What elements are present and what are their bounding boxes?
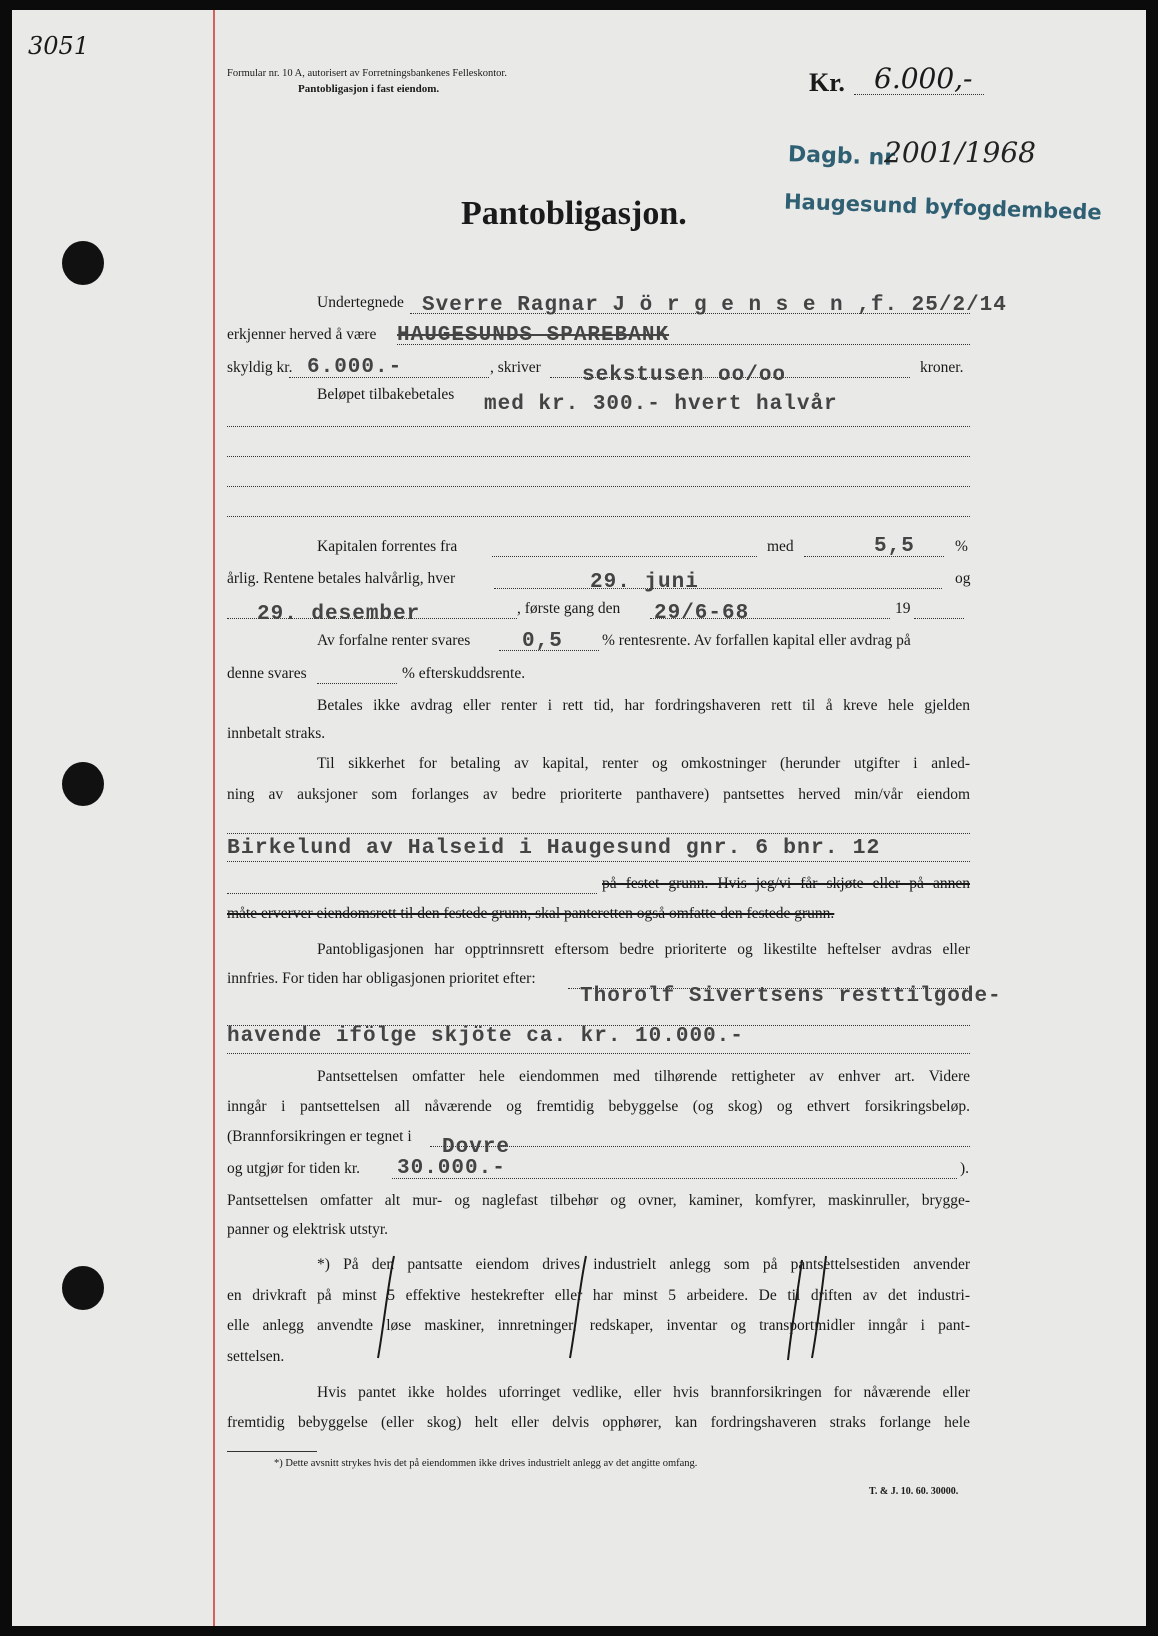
industri-line3: elle anlegg anvendte løse maskiner, innretninger, redskaper, inventar og transportmidler inngår i pant-	[227, 1317, 970, 1334]
betales-line2: innbetalt straks.	[227, 725, 326, 742]
belopet-value: med kr. 300.- hvert halvår	[484, 393, 838, 416]
brann-label: (Brannforsikringen er tegnet i	[227, 1128, 412, 1145]
binder-hole	[62, 762, 104, 806]
forste-gang-label: , første gang den	[517, 600, 621, 617]
second-date-value: 29. desember	[257, 603, 421, 626]
opptrinn-line2: innfries. For tiden har obligasjonen prioritet efter:	[227, 970, 536, 987]
belopet-label: Beløpet tilbakebetales	[317, 386, 455, 403]
property-line1	[227, 833, 970, 834]
kroner-label: kroner.	[920, 359, 964, 376]
amount-label: Kr.	[809, 68, 845, 97]
erkjenner-value: HAUGESUNDS SPAREBANK	[397, 324, 670, 347]
amount-value: 6.000,-	[874, 62, 973, 95]
vedlike-line2: fremtidig bebyggelse (eller skog) helt eller delvis opphører, kan fordringshaveren straks forlange hele	[227, 1414, 970, 1431]
belopet-line2	[227, 456, 970, 457]
kapitalen-line	[492, 556, 757, 557]
first-date-line	[494, 588, 942, 589]
printer-mark: T. & J. 10. 60. 30000.	[869, 1486, 959, 1497]
kapitalen-label: Kapitalen forrentes fra	[317, 538, 458, 555]
form-header-line1: Formular nr. 10 A, autorisert av Forretningsbankenes Felleskontor.	[227, 68, 507, 79]
skyldig-value: 6.000.-	[307, 356, 403, 379]
forste-gang-value: 29/6-68	[654, 602, 750, 625]
document-title: Pantobligasjon.	[461, 195, 687, 232]
utgjor-close: ).	[960, 1160, 970, 1177]
strike-marks	[372, 1254, 832, 1364]
sikkerhet-line1: Til sikkerhet for betaling av kapital, renter og omkostninger (herunder utgifter i anled-	[317, 755, 970, 772]
percent-sign: %	[955, 538, 968, 555]
industri-line2: en drivkraft på minst 5 effektive hestekrefter eller har minst 5 arbeidere. De til driften av det industri-	[227, 1287, 970, 1304]
stamp-dagb-value: 2001/1968	[884, 136, 1036, 169]
industri-line1: *) På den pantsatte eiendom drives industrielt anlegg som på pantsettelsestiden anvender	[317, 1256, 970, 1273]
erkjenner-label: erkjenner herved å være	[227, 326, 377, 343]
margin-rule	[213, 10, 215, 1626]
denne-svares-label: denne svares	[227, 665, 307, 682]
skyldig-label: skyldig kr.	[227, 359, 293, 376]
undertegnede-value: Sverre Ragnar J ö r g e n s e n ,f. 25/2/14	[422, 294, 1007, 317]
rentesrente-label: % rentesrente. Av forfallen kapital eller avdrag på	[602, 632, 911, 649]
utgjor-label: og utgjør for tiden kr.	[227, 1160, 361, 1177]
page-number: 3051	[28, 32, 90, 60]
festet-line2: måte erverver eiendomsrett til den festede grunn, skal panteretten også omfatte den festede grunn.	[227, 905, 835, 922]
efterskudd-line	[317, 683, 397, 684]
betales-line1: Betales ikke avdrag eller renter i rett tid, har fordringshaveren rett til å kreve hele gjelden	[317, 697, 970, 714]
belopet-line3	[227, 486, 970, 487]
strike-mark	[570, 1256, 586, 1358]
first-date-value: 29. juni	[590, 571, 699, 594]
strike-mark	[788, 1260, 802, 1360]
prioritet-value1: Thorolf Sivertsens resttilgode-	[580, 985, 1002, 1008]
brann-line	[430, 1146, 970, 1147]
rate-value: 5,5	[874, 535, 915, 558]
belopet-line4	[227, 516, 970, 517]
arlig-label: årlig. Rentene betales halvårlig, hver	[227, 570, 456, 587]
belopet-line1	[227, 426, 970, 427]
year-label: 19	[895, 600, 911, 617]
rentesrente-value: 0,5	[522, 630, 563, 653]
sikkerhet-line2: ning av auksjoner som forlanges av bedre prioriterte panthavere) pantsettes herved min/vår eiendom	[227, 786, 970, 803]
strike-mark	[812, 1256, 826, 1358]
footnote-rule	[227, 1451, 317, 1452]
document-page	[12, 10, 1146, 1626]
binder-hole	[62, 241, 104, 285]
opptrinn-line1: Pantobligasjonen har opptrinnsrett eftersom bedre prioriterte og likestilte heftelser avdras eller	[317, 941, 970, 958]
year-line	[914, 618, 964, 619]
omfatter-line1: Pantsettelsen omfatter hele eiendommen med tilhørende rettigheter av enhver art. Videre	[317, 1068, 970, 1085]
stamp-office: Haugesund byfogdembede	[783, 189, 1103, 225]
prioritet-value2: havende ifölge skjöte ca. kr. 10.000.-	[227, 1025, 744, 1048]
festet-line1: på festet grunn. Hvis jeg/vi får skjøte eller på annen	[602, 875, 970, 892]
omfatter-line2: inngår i pantsettelsen all nåværende og fremtidig bebyggelse (og skog) og ethvert forsikringsbeløp.	[227, 1098, 970, 1115]
prioritet-line3	[227, 1053, 970, 1054]
vedlike-line1: Hvis pantet ikke holdes uforringet vedlike, eller hvis brannforsikringen for nåværende eller	[317, 1384, 970, 1401]
festet-line	[227, 893, 597, 894]
med-label: med	[767, 538, 794, 555]
av-forfalne-label: Av forfalne renter svares	[317, 632, 471, 649]
skriver-label: , skriver	[490, 359, 541, 376]
form-header-line2: Pantobligasjon i fast eiendom.	[298, 83, 440, 95]
efterskudd-label: % efterskuddsrente.	[402, 665, 526, 682]
tilbehor-line2: panner og elektrisk utstyr.	[227, 1221, 388, 1238]
footnote: *) Dette avsnitt strykes hvis det på eiendommen ikke drives industrielt anlegg av det angitte omfang.	[274, 1458, 698, 1469]
property-value: Birkelund av Halseid i Haugesund gnr. 6 bnr. 12	[227, 836, 881, 860]
property-line2	[227, 861, 970, 862]
tilbehor-line1: Pantsettelsen omfatter alt mur- og naglefast tilbehør og ovner, kaminer, komfyrer, maskinruller, brygge-	[227, 1192, 970, 1209]
stamp-dagb-label: Dagb. nr	[787, 142, 896, 171]
skriver-value: sekstusen oo/oo	[582, 364, 787, 387]
binder-hole	[62, 1266, 104, 1310]
strike-mark	[378, 1256, 394, 1358]
brann-value: Dovre	[442, 1136, 511, 1159]
undertegnede-label: Undertegnede	[317, 294, 404, 311]
industri-line4: settelsen.	[227, 1348, 285, 1365]
og-label: og	[955, 570, 971, 587]
utgjor-value: 30.000.-	[397, 1157, 506, 1180]
